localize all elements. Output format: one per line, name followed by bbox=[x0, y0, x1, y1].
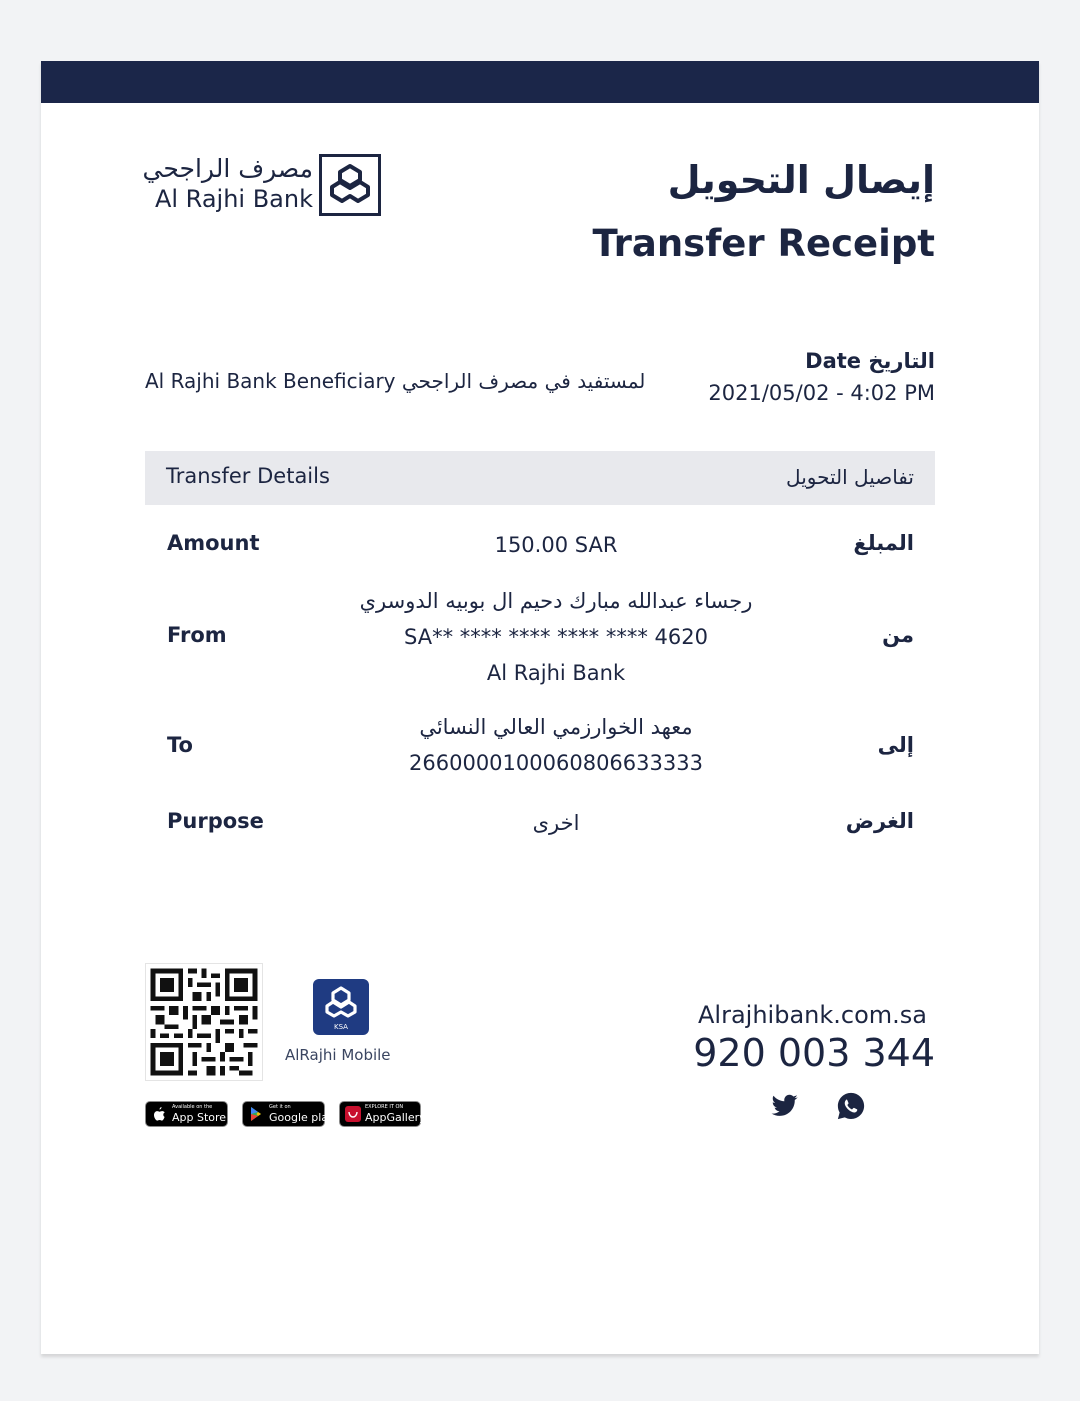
transfer-details-header bbox=[145, 451, 935, 505]
from-account: SA** **** **** **** **** 4620 bbox=[404, 625, 708, 649]
amount-value-text: 150.00 SAR bbox=[494, 533, 618, 557]
phone-number[interactable]: 920 003 344 bbox=[693, 1031, 935, 1075]
app-gallery-badge[interactable] bbox=[339, 1101, 426, 1127]
purpose-label: Purpose bbox=[167, 809, 264, 833]
app-logo-icon bbox=[313, 979, 369, 1035]
app-store-text: App Store bbox=[172, 1111, 227, 1124]
logo-text bbox=[143, 154, 313, 214]
purpose-value-text: اخرى bbox=[532, 811, 580, 835]
from-label-arabic: من bbox=[882, 623, 914, 647]
google-play-small-text: Get it on bbox=[269, 1104, 291, 1110]
details-header-arabic: تفاصيل التحويل bbox=[786, 465, 914, 489]
purpose-value bbox=[295, 805, 817, 841]
twitter-icon[interactable] bbox=[769, 1091, 799, 1121]
from-name: رجساء عبدالله مبارك دحيم ال بوبيه الدوسري bbox=[359, 589, 753, 613]
apple-icon bbox=[152, 1106, 166, 1122]
bank-logo bbox=[142, 154, 381, 218]
to-name: معهد الخوارزمي العالي النسائي bbox=[419, 715, 693, 739]
to-label: To bbox=[167, 733, 193, 757]
app-name: AlRajhi Mobile bbox=[285, 1046, 391, 1064]
title-english: Transfer Receipt bbox=[592, 222, 935, 265]
from-label: From bbox=[167, 623, 227, 647]
from-row bbox=[145, 583, 935, 693]
amount-value bbox=[295, 527, 817, 563]
google-play-text: Google play bbox=[269, 1111, 335, 1124]
google-play-badge[interactable] bbox=[242, 1101, 335, 1127]
app-gallery-small-text: EXPLORE IT ON bbox=[365, 1104, 404, 1110]
al-rajhi-logo-icon bbox=[319, 154, 381, 216]
date-label: Date التاريخ bbox=[805, 349, 935, 373]
website-link[interactable]: Alrajhibank.com.sa bbox=[698, 1001, 927, 1029]
top-bar bbox=[41, 61, 1039, 103]
app-gallery-text: AppGallery bbox=[365, 1111, 426, 1124]
from-bank: Al Rajhi Bank bbox=[486, 661, 626, 685]
purpose-label-arabic: الغرض bbox=[845, 809, 914, 833]
from-value bbox=[295, 583, 817, 691]
logo-arabic: مصرف الراجحي bbox=[142, 154, 313, 183]
google-play-icon bbox=[249, 1106, 263, 1122]
alrajhi-mobile-app-icon[interactable] bbox=[313, 979, 369, 1035]
amount-row bbox=[145, 527, 935, 567]
amount-label: Amount bbox=[167, 531, 260, 555]
receipt-page bbox=[41, 61, 1039, 1354]
date-value: 2021/05/02 - 4:02 PM bbox=[708, 381, 935, 405]
to-account: 2660000100060806633333 bbox=[409, 751, 703, 775]
qr-code[interactable] bbox=[145, 963, 263, 1081]
huawei-appgallery-icon bbox=[345, 1106, 361, 1122]
amount-label-arabic: المبلغ bbox=[853, 531, 914, 555]
app-store-small-text: Available on the bbox=[172, 1104, 213, 1110]
whatsapp-icon[interactable] bbox=[836, 1091, 866, 1121]
app-icon-label: KSA bbox=[334, 1023, 348, 1031]
to-value bbox=[295, 709, 817, 781]
title-arabic: إيصال التحويل bbox=[667, 158, 935, 202]
purpose-row bbox=[145, 805, 935, 845]
logo-english: Al Rajhi Bank bbox=[154, 185, 313, 213]
beneficiary-type: Al Rajhi Bank Beneficiary لمستفيد في مصرف الراجحي bbox=[145, 369, 646, 393]
to-label-arabic: إلى bbox=[877, 733, 914, 757]
details-header-english: Transfer Details bbox=[166, 464, 330, 488]
to-row bbox=[145, 709, 935, 783]
app-store-badge[interactable] bbox=[145, 1101, 228, 1127]
